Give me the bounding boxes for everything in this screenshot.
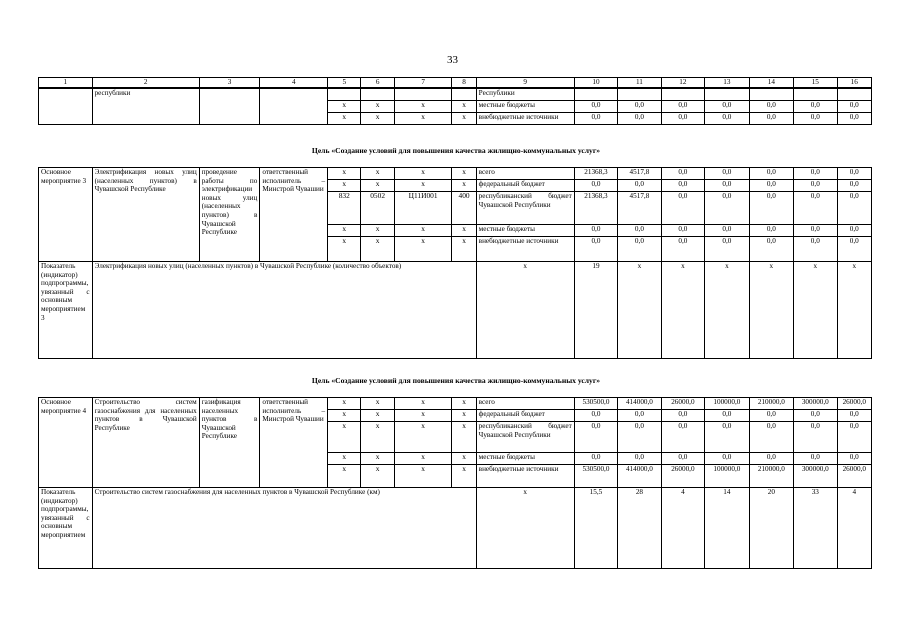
cell-source: федеральный бюджет bbox=[476, 180, 574, 192]
cell-value: 0,0 bbox=[574, 422, 617, 453]
cell-value: x bbox=[618, 262, 661, 359]
cell-value: 0,0 bbox=[794, 225, 837, 237]
cell-value: 0,0 bbox=[749, 225, 793, 237]
column-number: 11 bbox=[618, 78, 661, 89]
cell-value: 0,0 bbox=[574, 180, 617, 192]
cell: x bbox=[361, 453, 394, 465]
cell bbox=[328, 88, 361, 101]
cell-value: 0,0 bbox=[661, 237, 704, 262]
cell-value: 0,0 bbox=[749, 168, 793, 180]
cell-value: 0,0 bbox=[837, 101, 871, 113]
cell-source: республиканский бюджет Чувашской Республики bbox=[476, 192, 574, 225]
cell-value: 0,0 bbox=[618, 101, 661, 113]
cell-value: 210000,0 bbox=[749, 465, 793, 488]
cell: x bbox=[452, 422, 476, 453]
cell-value: 0,0 bbox=[837, 410, 871, 422]
cell: x bbox=[394, 101, 452, 113]
column-number: 3 bbox=[199, 78, 260, 89]
cell: x bbox=[361, 225, 394, 237]
cell: x bbox=[452, 410, 476, 422]
cell-value: 0,0 bbox=[705, 422, 749, 453]
cell-value: 0,0 bbox=[837, 422, 871, 453]
cell-value: 0,0 bbox=[749, 453, 793, 465]
cell-value: 0,0 bbox=[749, 422, 793, 453]
cell-value: 0,0 bbox=[618, 422, 661, 453]
cell-value: 4517,8 bbox=[618, 192, 661, 225]
cell-responsible: ответственный исполнитель – Минстрой Чувашии bbox=[260, 168, 328, 262]
cell: 0502 bbox=[361, 192, 394, 225]
cell-value: 0,0 bbox=[661, 113, 704, 125]
cell-value: 4517,8 bbox=[618, 168, 661, 180]
cell: 400 bbox=[452, 192, 476, 225]
cell-value: 0,0 bbox=[749, 101, 793, 113]
cell-value: 0,0 bbox=[705, 168, 749, 180]
indicator-row bbox=[39, 488, 872, 569]
cell: x bbox=[328, 180, 361, 192]
cell: x bbox=[476, 488, 574, 569]
table-row bbox=[39, 168, 872, 180]
cell-value: 0,0 bbox=[837, 192, 871, 225]
activity-3-table bbox=[38, 167, 872, 359]
cell bbox=[260, 88, 328, 125]
cell-value: x bbox=[705, 262, 749, 359]
cell-value: 0,0 bbox=[837, 237, 871, 262]
cell-value: x bbox=[794, 262, 837, 359]
cell-value: 0,0 bbox=[794, 410, 837, 422]
cell-value: 0,0 bbox=[661, 453, 704, 465]
column-number: 9 bbox=[476, 78, 574, 89]
cell-value: 21368,3 bbox=[574, 168, 617, 180]
cell-value: 0,0 bbox=[794, 168, 837, 180]
cell-source: внебюджетные источники bbox=[476, 465, 574, 488]
cell-source: Республики bbox=[476, 88, 574, 101]
cell-value bbox=[749, 88, 793, 101]
cell: x bbox=[394, 422, 452, 453]
cell: x bbox=[476, 262, 574, 359]
cell-value: 0,0 bbox=[705, 113, 749, 125]
cell-value: 414000,0 bbox=[618, 465, 661, 488]
column-number: 6 bbox=[361, 78, 394, 89]
cell-activity-desc: газификация населенных пунктов в Чувашской Республике bbox=[199, 398, 260, 488]
cell-value: 0,0 bbox=[574, 453, 617, 465]
goal-heading: Цель «Создание условий для повышения качества жилищно-коммунальных услуг» bbox=[311, 146, 601, 155]
cell-value: 100000,0 bbox=[705, 465, 749, 488]
cell: x bbox=[452, 101, 476, 113]
cell: x bbox=[361, 422, 394, 453]
cell-indicator-text: Строительство систем газоснабжения для населенных пунктов в Чувашской Республике (км) bbox=[92, 488, 476, 569]
column-number: 12 bbox=[661, 78, 704, 89]
cell: x bbox=[394, 180, 452, 192]
cell-value: 0,0 bbox=[705, 237, 749, 262]
column-number: 2 bbox=[92, 78, 199, 89]
cell: x bbox=[361, 113, 394, 125]
cell-value: 26000,0 bbox=[837, 465, 871, 488]
cell-value: 4 bbox=[837, 488, 871, 569]
cell-value: 0,0 bbox=[661, 180, 704, 192]
cell-value: 0,0 bbox=[705, 225, 749, 237]
cell-value: x bbox=[837, 262, 871, 359]
cell: x bbox=[452, 113, 476, 125]
cell-value: 0,0 bbox=[705, 192, 749, 225]
cell-value: 0,0 bbox=[574, 410, 617, 422]
cell: x bbox=[328, 101, 361, 113]
cell-activity-name: Электрификация новых улиц (населенных пунктов) в Чувашской Республике bbox=[92, 168, 199, 262]
cell-value: 0,0 bbox=[705, 101, 749, 113]
cell: Ц11И001 bbox=[394, 192, 452, 225]
cell-value: 33 bbox=[794, 488, 837, 569]
cell-activity: республики bbox=[92, 88, 199, 125]
cell-value: 530500,0 bbox=[574, 465, 617, 488]
cell: x bbox=[394, 113, 452, 125]
cell: x bbox=[361, 398, 394, 410]
cell-value: 0,0 bbox=[749, 192, 793, 225]
cell: x bbox=[452, 453, 476, 465]
cell-value: 21368,3 bbox=[574, 192, 617, 225]
cell-value: 0,0 bbox=[749, 237, 793, 262]
cell-value bbox=[661, 88, 704, 101]
cell-value: 0,0 bbox=[794, 113, 837, 125]
cell: x bbox=[361, 168, 394, 180]
cell-value: 28 bbox=[618, 488, 661, 569]
cell-value: 0,0 bbox=[705, 410, 749, 422]
cell: x bbox=[361, 465, 394, 488]
cell-value: 0,0 bbox=[574, 101, 617, 113]
cell-value: 0,0 bbox=[837, 453, 871, 465]
cell-value: 0,0 bbox=[794, 192, 837, 225]
column-number: 10 bbox=[574, 78, 617, 89]
table-row bbox=[39, 398, 872, 410]
cell-value bbox=[705, 88, 749, 101]
column-number: 7 bbox=[394, 78, 452, 89]
column-number: 13 bbox=[705, 78, 749, 89]
cell: x bbox=[394, 237, 452, 262]
cell-value: 19 bbox=[574, 262, 617, 359]
cell-responsible: ответственный исполнитель – Минстрой Чувашии bbox=[260, 398, 328, 488]
cell-indicator-label: Показатель (индикатор) подпрограммы, увязанный с основным мероприятием bbox=[39, 488, 93, 569]
cell-activity-name: Строительство систем газоснабжения для населенных пунктов в Чувашской Республике bbox=[92, 398, 199, 488]
cell: x bbox=[328, 237, 361, 262]
cell: x bbox=[328, 398, 361, 410]
cell: x bbox=[328, 465, 361, 488]
cell-source: всего bbox=[476, 398, 574, 410]
page-number: 33 bbox=[447, 54, 458, 66]
table-row bbox=[39, 88, 872, 101]
cell-value: 0,0 bbox=[574, 225, 617, 237]
cell-value: 0,0 bbox=[837, 180, 871, 192]
column-number: 5 bbox=[328, 78, 361, 89]
cell-value: 100000,0 bbox=[705, 398, 749, 410]
cell-source: федеральный бюджет bbox=[476, 410, 574, 422]
cell: x bbox=[328, 410, 361, 422]
cell-activity-label: Основное мероприятие 3 bbox=[39, 168, 93, 262]
cell bbox=[394, 88, 452, 101]
cell: 832 bbox=[328, 192, 361, 225]
cell-value: 0,0 bbox=[618, 180, 661, 192]
cell-value: 0,0 bbox=[837, 168, 871, 180]
cell: x bbox=[394, 410, 452, 422]
cell-value: 0,0 bbox=[618, 113, 661, 125]
cell-value: 0,0 bbox=[749, 180, 793, 192]
cell-value: 210000,0 bbox=[749, 398, 793, 410]
cell: x bbox=[328, 453, 361, 465]
cell: x bbox=[394, 465, 452, 488]
cell-value: 0,0 bbox=[794, 180, 837, 192]
column-number: 1 bbox=[39, 78, 93, 89]
cell-value: 0,0 bbox=[705, 453, 749, 465]
cell bbox=[39, 88, 93, 125]
cell-value bbox=[574, 88, 617, 101]
cell-activity-desc: проведение работы по электрификации новых улиц (населенных пунктов) в Чувашской Республике bbox=[199, 168, 260, 262]
cell-value: 0,0 bbox=[618, 410, 661, 422]
cell-value: 300000,0 bbox=[794, 398, 837, 410]
cell: x bbox=[394, 168, 452, 180]
cell-value: 0,0 bbox=[749, 113, 793, 125]
cell-source: местные бюджеты bbox=[476, 101, 574, 113]
cell-value: 0,0 bbox=[794, 101, 837, 113]
cell-source: республиканский бюджет Чувашской Республики bbox=[476, 422, 574, 453]
cell-source: всего bbox=[476, 168, 574, 180]
column-number-row bbox=[39, 78, 872, 89]
continuation-table bbox=[38, 77, 872, 125]
cell-value: 0,0 bbox=[794, 237, 837, 262]
cell: x bbox=[361, 180, 394, 192]
cell: x bbox=[452, 465, 476, 488]
cell-value: 0,0 bbox=[661, 422, 704, 453]
cell: x bbox=[394, 225, 452, 237]
cell-value: 0,0 bbox=[618, 225, 661, 237]
cell-value: 0,0 bbox=[574, 237, 617, 262]
cell: x bbox=[452, 225, 476, 237]
cell-source: внебюджетные источники bbox=[476, 237, 574, 262]
cell-value: 0,0 bbox=[574, 113, 617, 125]
cell-value: 26000,0 bbox=[661, 465, 704, 488]
goal-heading: Цель «Создание условий для повышения качества жилищно-коммунальных услуг» bbox=[311, 376, 601, 385]
cell-value: 15,5 bbox=[574, 488, 617, 569]
cell-value: 0,0 bbox=[661, 168, 704, 180]
cell-value: 414000,0 bbox=[618, 398, 661, 410]
cell-value bbox=[618, 88, 661, 101]
cell bbox=[452, 88, 476, 101]
cell-value: 0,0 bbox=[618, 453, 661, 465]
cell: x bbox=[452, 180, 476, 192]
cell: x bbox=[328, 113, 361, 125]
cell: x bbox=[361, 101, 394, 113]
cell-value: 26000,0 bbox=[837, 398, 871, 410]
cell: x bbox=[452, 237, 476, 262]
cell-value: 0,0 bbox=[705, 180, 749, 192]
cell bbox=[199, 88, 260, 125]
cell-value: 0,0 bbox=[618, 237, 661, 262]
cell-value bbox=[794, 88, 837, 101]
cell-value: 4 bbox=[661, 488, 704, 569]
cell-value: 530500,0 bbox=[574, 398, 617, 410]
cell-source: внебюджетные источники bbox=[476, 113, 574, 125]
cell-source: местные бюджеты bbox=[476, 453, 574, 465]
cell-source: местные бюджеты bbox=[476, 225, 574, 237]
cell-activity-label: Основное мероприятие 4 bbox=[39, 398, 93, 488]
cell: x bbox=[452, 398, 476, 410]
cell-indicator-text: Электрификация новых улиц (населенных пунктов) в Чувашской Республике (количество объектов) bbox=[92, 262, 476, 359]
cell-value: 20 bbox=[749, 488, 793, 569]
column-number: 15 bbox=[794, 78, 837, 89]
cell-value: 14 bbox=[705, 488, 749, 569]
cell-value: 0,0 bbox=[837, 225, 871, 237]
cell-value: 0,0 bbox=[661, 101, 704, 113]
column-number: 14 bbox=[749, 78, 793, 89]
cell-value: x bbox=[749, 262, 793, 359]
column-number: 16 bbox=[837, 78, 871, 89]
cell: x bbox=[452, 168, 476, 180]
cell-indicator-label: Показатель (индикатор) подпрограммы, увязанный с основным мероприятием 3 bbox=[39, 262, 93, 359]
activity-4-table bbox=[38, 397, 872, 569]
cell: x bbox=[361, 410, 394, 422]
cell: x bbox=[328, 422, 361, 453]
cell: x bbox=[394, 453, 452, 465]
cell-value: 0,0 bbox=[661, 225, 704, 237]
cell-value: 0,0 bbox=[749, 410, 793, 422]
cell: x bbox=[361, 237, 394, 262]
cell: x bbox=[394, 398, 452, 410]
cell-value: 0,0 bbox=[661, 192, 704, 225]
cell: x bbox=[328, 168, 361, 180]
indicator-row bbox=[39, 262, 872, 359]
cell bbox=[361, 88, 394, 101]
column-number: 8 bbox=[452, 78, 476, 89]
cell-value: 26000,0 bbox=[661, 398, 704, 410]
column-number: 4 bbox=[260, 78, 328, 89]
cell-value bbox=[837, 88, 871, 101]
cell-value: 0,0 bbox=[837, 113, 871, 125]
cell-value: 0,0 bbox=[661, 410, 704, 422]
cell-value: 300000,0 bbox=[794, 465, 837, 488]
cell: x bbox=[328, 225, 361, 237]
cell-value: x bbox=[661, 262, 704, 359]
cell-value: 0,0 bbox=[794, 422, 837, 453]
cell-value: 0,0 bbox=[794, 453, 837, 465]
